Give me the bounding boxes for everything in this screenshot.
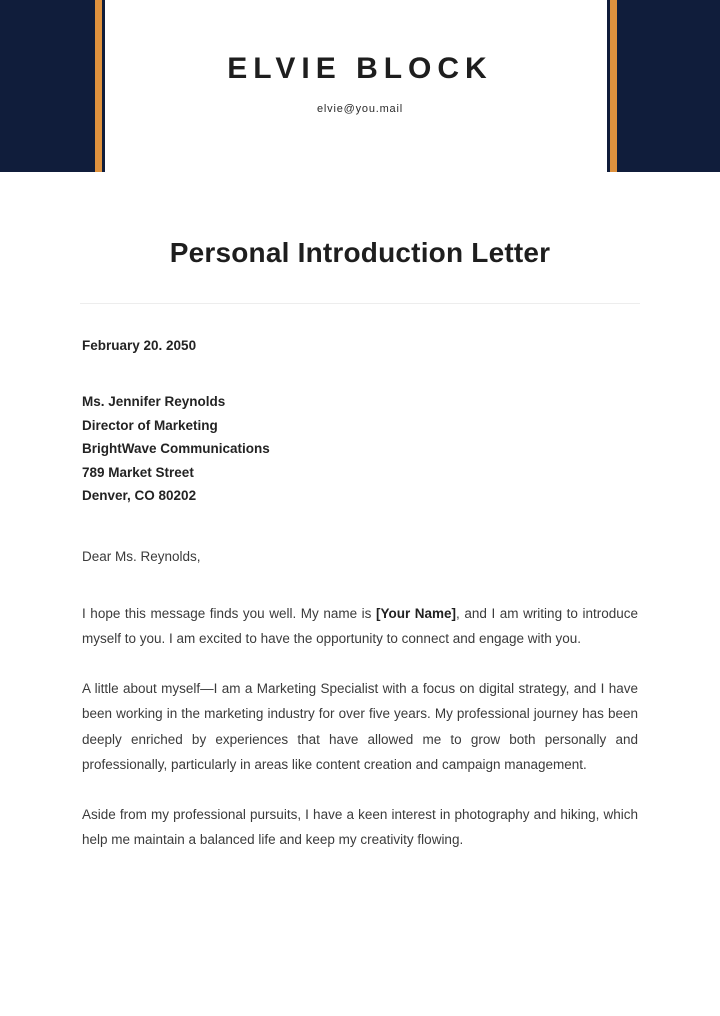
paragraph-introduction-text-after: , and I am writing to introduce myself to you. I am excited to have the opportunity to connect and engage with you. — [82, 605, 638, 646]
letterhead — [0, 0, 720, 172]
title-divider — [80, 303, 640, 304]
recipient-block — [82, 390, 638, 508]
recipient-company: BrightWave Communications — [82, 441, 270, 456]
sender-identity — [120, 0, 600, 115]
sender-email: elvie@you.mail — [317, 103, 403, 115]
letter-title: Personal Introduction Letter — [169, 237, 551, 268]
recipient-name: Ms. Jennifer Reynolds — [82, 394, 226, 409]
salutation: Dear Ms. Reynolds, — [82, 548, 201, 564]
paragraph-introduction-text-before: I hope this message finds you well. My name is — [82, 605, 376, 621]
left-corner-decoration — [0, 0, 105, 172]
paragraph-about-myself: A little about myself—I am a Marketing Specialist with a focus on digital strategy, and I have been working in the marketing industry for over five years. My professional journey has been deeply enriched by experiences that have allowed me to grow both personally and professionally, particularly in areas like content creation and campaign management. — [82, 680, 638, 772]
recipient-city: Denver, CO 80202 — [82, 488, 197, 503]
recipient-street: 789 Market Street — [82, 464, 194, 480]
paragraph-introduction — [82, 601, 638, 652]
letter-date: February 20. 2050 — [82, 338, 197, 353]
recipient-title: Director of Marketing — [82, 417, 218, 433]
sender-name: ELVIE BLOCK — [227, 52, 493, 85]
letter-body — [0, 236, 720, 853]
your-name-placeholder: [Your Name] — [375, 605, 457, 621]
right-corner-decoration — [607, 0, 720, 172]
paragraph-personal-interests: Aside from my professional pursuits, I have a keen interest in photography and hiking, which help me maintain a balanced life and keep my creativity flowing. — [82, 806, 638, 847]
